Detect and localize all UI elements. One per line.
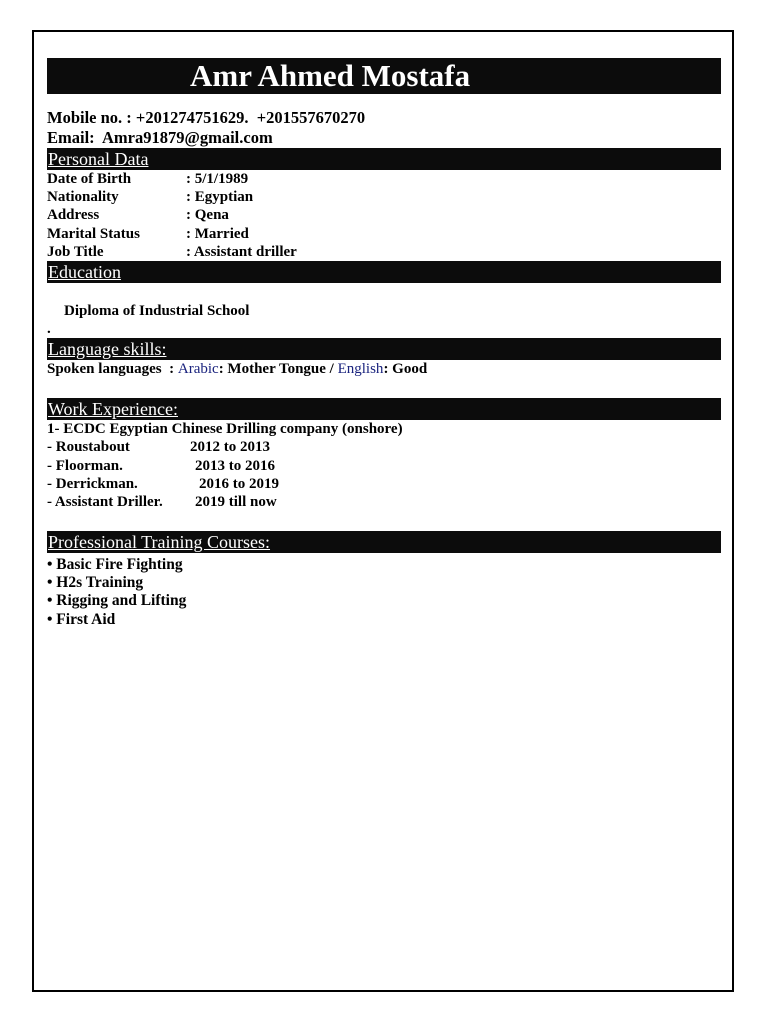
role-title: - Roustabout <box>47 439 130 456</box>
field-value: : Egyptian <box>186 189 254 206</box>
field-label: Nationality <box>47 189 119 206</box>
personal-data-row <box>47 188 721 206</box>
training-item: • H2s Training <box>47 574 144 592</box>
section-header-language-skills: Language skills: <box>47 338 721 360</box>
field-value: : Qena <box>186 207 229 224</box>
education-trailing-dot: . <box>47 320 51 337</box>
cv-content <box>47 58 721 629</box>
work-role-row <box>47 493 721 511</box>
role-title: - Assistant Driller. <box>47 493 163 510</box>
personal-data-row <box>47 170 721 188</box>
training-item: • Rigging and Lifting <box>47 592 187 610</box>
spoken-languages-row <box>47 360 721 378</box>
personal-data-row <box>47 206 721 224</box>
education-item: Diploma of Industrial School <box>64 302 250 319</box>
training-item: • First Aid <box>47 610 116 628</box>
personal-data-list <box>47 170 721 261</box>
field-value: : 5/1/1989 <box>186 171 249 187</box>
language-english-level: : Good <box>383 360 428 377</box>
spacer <box>47 378 721 398</box>
role-title: - Floorman. <box>47 457 123 474</box>
company-line: 1- ECDC Egyptian Chinese Drilling company (onshore) <box>47 421 403 438</box>
language-arabic-level: : Mother Tongue / <box>218 360 338 377</box>
work-role-row <box>47 457 721 475</box>
field-label: Address <box>47 207 100 224</box>
section-header-education: Education <box>47 261 721 283</box>
personal-data-row <box>47 243 721 261</box>
email-line: Email: Amra91879@gmail.com <box>47 128 273 147</box>
role-period: 2016 to 2019 <box>199 475 279 492</box>
role-title: - Derrickman. <box>47 475 138 492</box>
candidate-name: Amr Ahmed Mostafa <box>190 58 471 93</box>
name-banner <box>47 58 721 94</box>
work-role-row <box>47 438 721 456</box>
section-header-training-courses: Professional Training Courses: <box>47 531 721 553</box>
language-arabic: Arabic <box>177 360 219 377</box>
field-label: Marital Status <box>47 225 140 242</box>
spoken-languages-label: Spoken languages <box>47 360 162 377</box>
language-english: English <box>337 360 384 377</box>
field-label: Date of Birth <box>47 171 132 187</box>
personal-data-row <box>47 225 721 243</box>
section-header-personal-data: Personal Data <box>47 148 721 170</box>
field-value: : Married <box>186 225 249 242</box>
field-label: Job Title <box>47 243 104 260</box>
role-period: 2013 to 2016 <box>195 457 275 474</box>
section-header-work-experience: Work Experience: <box>47 398 721 420</box>
spacer <box>47 511 721 531</box>
work-role-row <box>47 475 721 493</box>
role-period: 2019 till now <box>195 493 277 510</box>
field-value: : Assistant driller <box>186 243 297 260</box>
training-item: • Basic Fire Fighting <box>47 556 183 574</box>
mobile-line: Mobile no. : +201274751629. +201557670270 <box>47 108 366 127</box>
role-period: 2012 to 2013 <box>190 439 270 456</box>
separator: : <box>161 360 178 377</box>
